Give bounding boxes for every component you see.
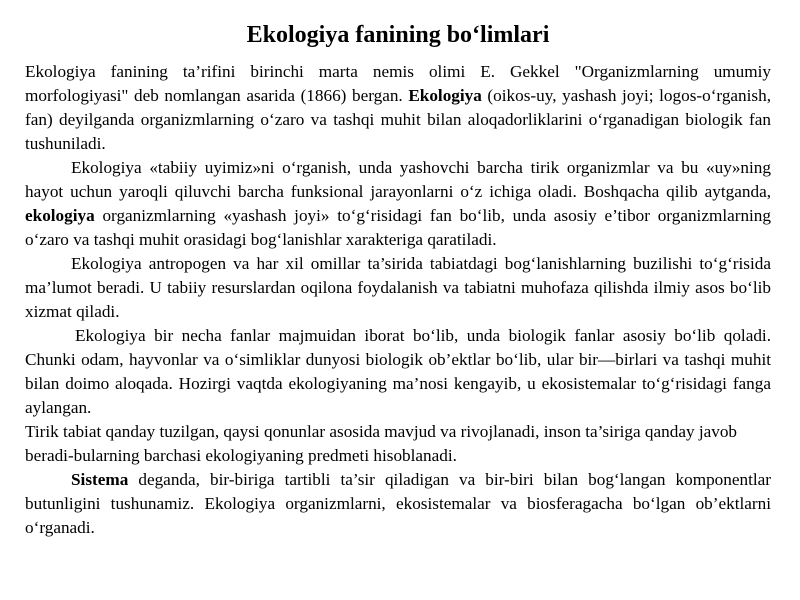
paragraph-text: (oikos-uy, yashash joyi; logos-o‘rganish, fan) deyilganda organizmlarning o‘zaro va tashqi muhit bilan aloqadorliklarini o‘rganadigan biologik fan tushuniladi. — [25, 86, 772, 153]
paragraph-subject: Tirik tabiat qanday tuzilgan, qaysi qonunlar asosida mavjud va rivojlanadi, inson ta’siriga qanday javob beradi-bularning barchasi ekologiyaning predmeti hisoblanadi. — [25, 422, 738, 465]
paragraph-anthropogen: Ekologiya antropogen va har xil omillar ta’sirida tabiatdagi bog‘lanishlarning buzilishi to‘g‘risida ma’lumot beradi. U tabiiy resurslardan oqilona foydalanish va tabiatni muhofaza qilishda ilmiy asos bo‘lib xizmat qiladi. — [25, 254, 771, 321]
bold-term: Sistema — [71, 470, 129, 489]
bold-term: Ekologiya — [408, 86, 482, 105]
page-title: Ekologiya fanining bo‘limlari — [246, 22, 550, 48]
paragraph-text: Ekologiya fanining ta’rifini birinchi marta nemis olimi E. Gekkel "Organizmlarning umumiy morfologiyasi" deb nomlangan asarida (1866) bergan. — [25, 62, 771, 105]
paragraph-system — [25, 468, 771, 540]
paragraph-text: Ekologiya «tabiiy uyimiz»ni o‘rganish, unda yashovchi barcha tirik organizmlar va bu «uy»ning hayot uchun yaroqli qiluvchi barcha funksional jarayonlarni o‘z ichiga oladi. Boshqacha qilib aytganda, — [25, 158, 771, 201]
paragraph-text: deganda, bir-biriga tartibli ta’sir qiladigan va bir-biri bilan bog‘langan komponentlar butunligini tushunamiz. Ekologiya organizmlarni, ekosistemalar va biosferagacha bo‘lgan ob’ektlarni o‘rganadi. — [25, 470, 771, 537]
document-page — [25, 18, 771, 540]
paragraph-text: organizmlarning «yashash joyi» to‘g‘risidagi fan bo‘lib, unda asosiy e’tibor organizmlarning o‘zaro va tashqi muhit orasidagi bog‘lanishlar xarakteriga qaratiladi. — [25, 206, 771, 249]
bold-term: ekologiya — [25, 206, 95, 225]
paragraph-definition — [25, 60, 771, 156]
paragraph-biology: Ekologiya bir necha fanlar majmuidan iborat bo‘lib, unda biologik fanlar asosiy bo‘lib qoladi. Chunki odam, hayvonlar va o‘simliklar dunyosi biologik ob’ektlar bo‘lib, ular bir—birlari va tashqi muhit bilan doimo aloqada. Hozirgi vaqtda ekologiyaning ma’nosi kengayib, u ekosistemalar to‘g‘risidagi fanga aylangan. — [25, 326, 771, 417]
paragraph-natural-home — [25, 156, 771, 252]
